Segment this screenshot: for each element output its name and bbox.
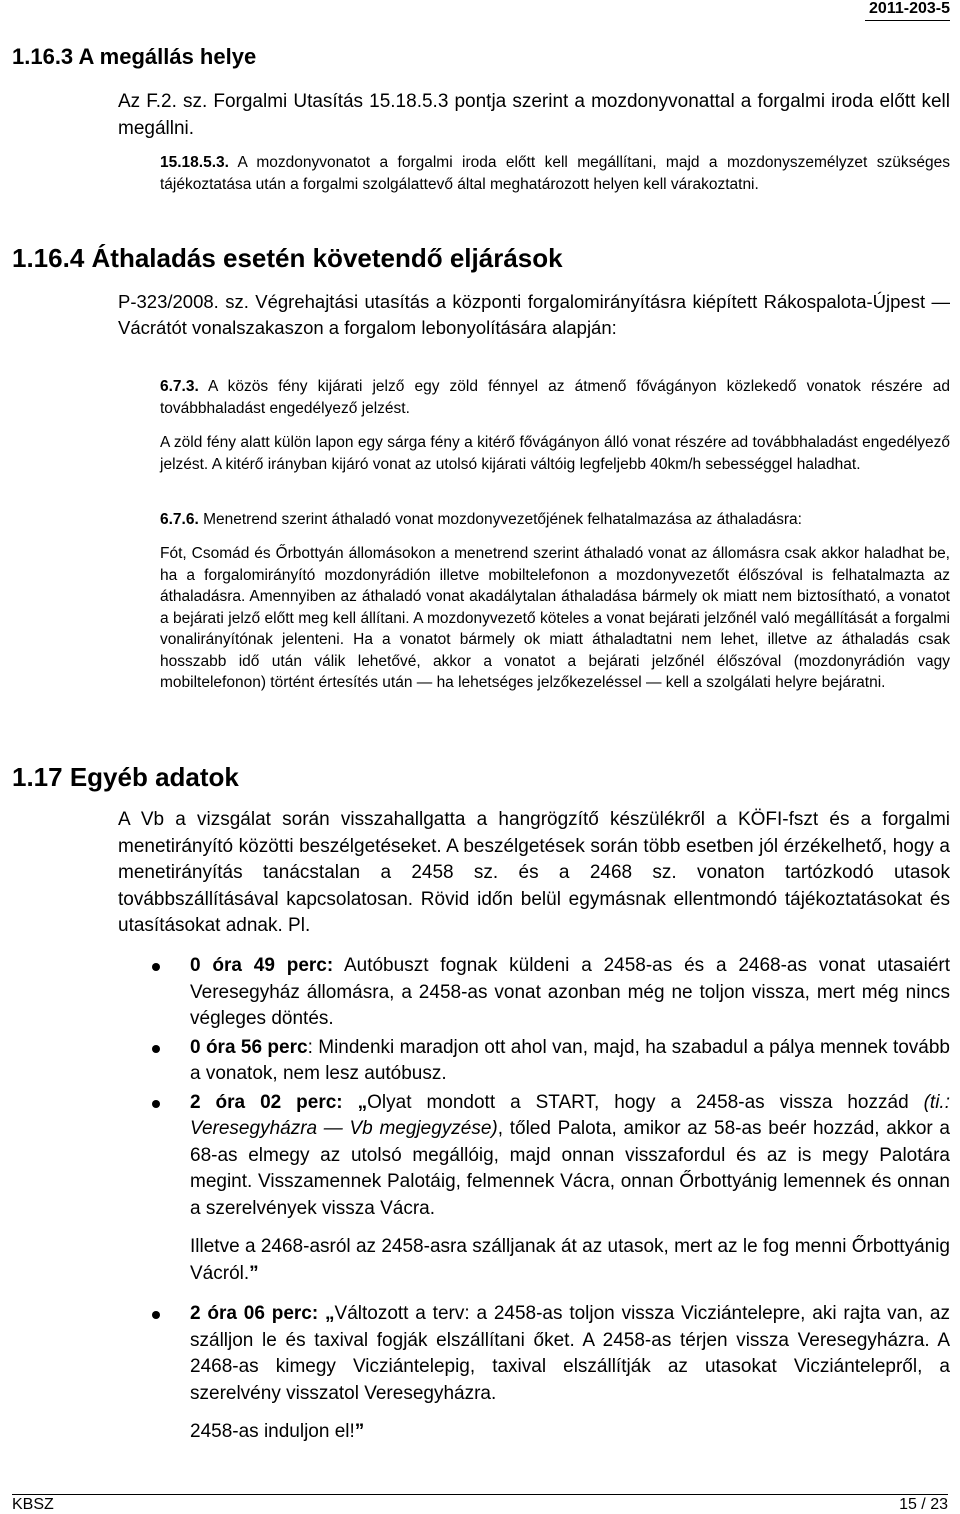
footer-page-number: 15 / 23 xyxy=(899,1496,948,1513)
message-editor-note: (ti.: Veresegyházra — Vb megjegyzése) xyxy=(190,1091,950,1139)
rule-number: 15.18.5.3. xyxy=(160,154,229,171)
rule-number: 6.7.6. xyxy=(160,511,199,528)
message-extra xyxy=(190,1234,950,1287)
bullet-icon xyxy=(152,963,160,971)
quote-close: ” xyxy=(249,1262,259,1284)
bullet-icon xyxy=(152,1100,160,1108)
message-extra-text: 2458-as induljon el! xyxy=(190,1421,355,1442)
list-item xyxy=(190,1090,950,1288)
rule-text: A mozdonyvonatot a forgalmi iroda előtt kell megállítani, majd a mozdonyszemélyzet szükséges tájékoztatása után a forgalmi szolgálattevő által meghatározott helyen kell várakoztatni. xyxy=(160,154,950,193)
rule-number: 6.7.3. xyxy=(160,378,199,395)
message-time: 0 óra 56 perc xyxy=(190,1036,308,1058)
footer-organization: KBSZ xyxy=(12,1496,54,1513)
bullet-icon xyxy=(152,1045,160,1053)
message-extra-text: Illetve a 2468-asról az 2458-asra szálljanak át az utasok, mert az le fog menni Őrbottyánig Vácról. xyxy=(190,1236,950,1284)
footer-divider xyxy=(12,1494,948,1495)
rule-text: A közös fény kijárati jelző egy zöld fénnyel az átmenő fővágányon közlekedő vonatok részére ad továbbhaladást engedélyező jelzést. xyxy=(160,378,950,417)
message-text: Változott a terv: a 2458-as toljon vissza Vicziántelepre, aki rajta van, az szálljon le és taxival fogják elszállítani őket. A 2458-as térjen vissza Veresegyházra. A 2468-as kimegy Vicziántelepig, taxival elszállítják az utasokat Vicziántelepről, a szerelvény visszatol Veresegyházra. xyxy=(190,1303,950,1404)
rule-text: Menetrend szerint áthaladó vonat mozdonyvezetőjének felhatalmazása az áthaladásra: xyxy=(198,511,802,528)
message-text: Autóbuszt fognak küldeni a 2458-as és a 2468-as vonat utasaiért Veresegyház állomásra, a 2458-as vonat azonban még ne toljon vissza, mert még nincs végleges döntés. xyxy=(190,955,950,1029)
document-id: 2011-203-5 xyxy=(865,0,950,21)
paragraph-stopping-rule: Az F.2. sz. Forgalmi Utasítás 15.18.5.3 pontja szerint a mozdonyvonattal a forgalmi iroda előtt kell megállni. xyxy=(118,91,950,139)
message-time: 2 óra 02 perc: xyxy=(190,1091,343,1113)
quote-close: ” xyxy=(354,1421,365,1442)
message-time: 2 óra 06 perc: xyxy=(190,1303,319,1324)
paragraph-6-7-3 xyxy=(160,376,950,419)
dispatcher-messages-list xyxy=(190,953,950,1446)
list-item xyxy=(190,953,950,1033)
paragraph-15-18-5-3 xyxy=(160,152,950,195)
quote-open: „ xyxy=(318,1303,335,1324)
paragraph-other-data: A Vb a vizsgálat során visszahallgatta a hangrögzítő készülékről a KÖFI-fszt és a forgalmi menetirányító közötti beszélgetéseket. A beszélgetések során több esetben jól érzékelhető, hogy a menetirányítás tanácstalan a 2458 sz. és a 2468 sz. vonaton tartózkodó utasok továbbszállításával kapcsolatosan. Rövid időn belül egymásnak ellentmondó tájékoztatásokat és utasításokat adnak. Pl. xyxy=(118,809,950,936)
quote-open: „ xyxy=(342,1091,368,1113)
section-heading-1-16-3: 1.16.3 A megállás helye xyxy=(12,44,257,69)
paragraph-regulation-intro: P-323/2008. sz. Végrehajtási utasítás a központi forgalomirányításra kiépített Rákospalota-Újpest — Vácrátót vonalszakaszon a forgalom lebonyolítására alapján: xyxy=(118,291,950,338)
section-heading-1-16-4: 1.16.4 Áthaladás esetén követendő eljárások xyxy=(12,243,563,273)
message-text: Olyat mondott a START, hogy a 2458-as vissza hozzád xyxy=(367,1091,924,1113)
message-text-continued: , tőled Palota, amikor az 58-as beér hozzád, akkor a 68-as elmegy az utolsó megállóig, majd onnan visszafordul és az is megy Palotára megint. Visszamennek Palotáig, felmennek Vácra, onnan Őrbottyánig lemennek és onnan a szerelvények vissza Vácra. xyxy=(190,1118,950,1219)
paragraph-6-7-6-details: Fót, Csomád és Őrbottyán állomásokon a menetrend szerint áthaladó vonat az állomásra csak akkor haladhat be, ha a forgalomirányító mozdonyrádión illetve mobiltelefonon a mozdonyvezetőt élőszóval is felhatalmazta az áthaladásra. Amennyiben az áthaladó vonat akadálytalan áthaladása bármely ok miatt nem biztosítható, a vonatot a bejárati jelző előtt meg kell állítani. A mozdonyvezető köteles a vonat bejárati jelzőnél való megállítását a forgalmi vonalirányítónak jelenteni. Ha a vonatot bármely ok miatt áthaladtatni nem lehet, illetve az áthaladás csak hosszabb idő után válik lehetővé, akkor a vonatot a bejárati jelzőnél élőszóval (mozdonyrádión vagy mobiltelefonon) történt értesítés után — ha lehetséges jelzőkezeléssel — kell a szolgálati helyre bejáratni. xyxy=(160,545,950,691)
bullet-icon xyxy=(152,1311,160,1319)
message-extra xyxy=(190,1419,950,1446)
section-heading-1-17: 1.17 Egyéb adatok xyxy=(12,762,239,792)
list-item xyxy=(190,1035,950,1088)
message-time: 0 óra 49 perc: xyxy=(190,955,334,976)
list-item xyxy=(190,1301,950,1446)
message-text: : Mindenki maradjon ott ahol van, majd, ha szabadul a pálya mennek tovább a vonatok, nem lesz autóbusz. xyxy=(190,1036,950,1084)
paragraph-6-7-6 xyxy=(160,509,950,531)
paragraph-6-7-3-yellow-light: A zöld fény alatt külön lapon egy sárga fény a kitérő fővágányon álló vonat részére ad továbbhaladást engedélyező jelzést. A kitérő irányban kijáró vonat az utolsó kijárati váltóig legfeljebb 40km/h sebességgel haladhat. xyxy=(160,434,950,473)
